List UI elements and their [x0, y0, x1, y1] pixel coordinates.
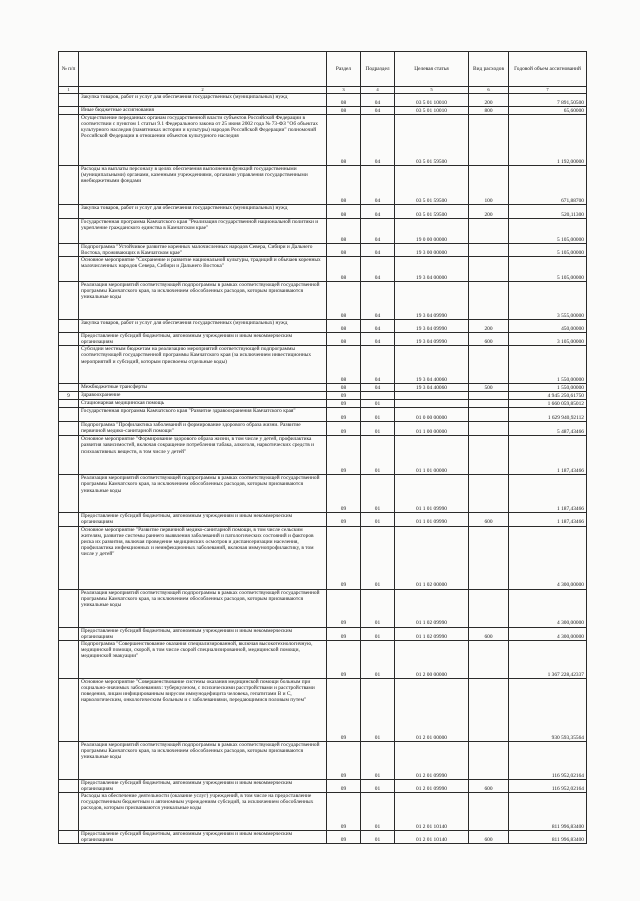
row-obem: 1 187,43466	[509, 436, 587, 475]
row-number	[59, 94, 79, 107]
row-vid: 100	[469, 166, 509, 205]
row-razdel: 09	[327, 400, 361, 408]
row-name: Субсидии местным бюджетам на реализацию мероприятий соответствующей подпрограммы соответствующей государственной программы Камчатского края (за исключением инвестиционных мероприятий и субсидий, которым присвоены отдельные коды)	[79, 346, 327, 384]
row-razdel: 08	[327, 282, 361, 320]
table-row	[59, 115, 587, 166]
row-name: Реализация мероприятий соответствующей подпрограммы в рамках соответствующей государственной программы Камчатского края, за исключением обособленных расходов, которым присваиваются уникальные коды	[79, 589, 327, 627]
row-obem: 4 300,00000	[509, 627, 587, 640]
row-name: Расходы на обеспечение деятельности (оказание услуг) учреждений, в том числе на предоставление государственным бюджетным и автономным учреждениям субсидий, за исключением обособленных расходов, которым присваиваются уникальные коды	[79, 792, 327, 830]
row-obem: 1 550,00000	[509, 384, 587, 392]
header-razdel: Раздел	[327, 52, 361, 87]
table-row	[59, 282, 587, 320]
row-name: Стационарная медицинская помощь	[79, 400, 327, 408]
row-number	[59, 115, 79, 166]
row-razdel: 09	[327, 640, 361, 678]
row-name: Закупка товаров, работ и услуг для обеспечения государственных (муниципальных) нужд	[79, 205, 327, 219]
row-razdel: 09	[327, 589, 361, 627]
row-razdel: 09	[327, 741, 361, 779]
row-obem: 1 550,00000	[509, 346, 587, 384]
table-row	[59, 392, 587, 400]
row-name: Государственная программа Камчатского края "Реализация государственной национальной политики и укрепление гражданского единства в Камчатском крае"	[79, 219, 327, 244]
row-name: Расходы на выплаты персоналу в целях обеспечения выполнения функций государственными (муниципальными) органами, казенными учреждениями, органами управления государственными внебюджетными фондами	[79, 166, 327, 205]
table-row	[59, 422, 587, 436]
row-obem: 65,60000	[509, 107, 587, 115]
row-tselevaya: 19 3 04 40060	[395, 384, 469, 392]
row-obem: 1 660 059,85012	[509, 400, 587, 408]
row-vid	[469, 640, 509, 678]
row-tselevaya: 01 2 01 10140	[395, 792, 469, 830]
row-tselevaya: 01 1 01 09990	[395, 475, 469, 513]
column-index: 3	[327, 87, 361, 94]
row-tselevaya: 01 1 00 00000	[395, 422, 469, 436]
row-name: Закупка товаров, работ и услуг для обеспечения государственных (муниципальных) нужд	[79, 94, 327, 107]
row-podrazdel: 01	[361, 408, 395, 422]
row-podrazdel: 04	[361, 320, 395, 333]
row-podrazdel: 01	[361, 436, 395, 475]
row-razdel: 09	[327, 526, 361, 589]
table-row	[59, 205, 587, 219]
row-tselevaya: 03 5 01 59500	[395, 205, 469, 219]
row-vid	[469, 346, 509, 384]
header-vid: Вид расходов	[469, 52, 509, 87]
row-obem: 450,00000	[509, 320, 587, 333]
row-podrazdel: 01	[361, 792, 395, 830]
table-row	[59, 475, 587, 513]
row-name: Предоставление субсидий бюджетным, автономным учреждениям и иным некоммерческим организациям	[79, 513, 327, 526]
header-row	[59, 52, 587, 87]
row-obem: 5 105,00000	[509, 257, 587, 282]
row-vid: 600	[469, 627, 509, 640]
row-name: Иные бюджетные ассигнования	[79, 107, 327, 115]
row-tselevaya: 01 1 01 09990	[395, 513, 469, 526]
row-obem: 5 105,00000	[509, 244, 587, 257]
row-name: Основное мероприятие "Совершенствование системы оказания медицинской помощи больным при социально-значимых заболеваниях: туберкулезом, с психическими расстройствами и расстройствами поведения, лицам инфицированным вирусом иммунодефицита человека, гепатитами В и С, наркологическим, онкологическим больным и с заболеваниями, передающимися половым путем"	[79, 678, 327, 741]
row-name: Предоставление субсидий бюджетным, автономным учреждениям и иным некоммерческим организациям	[79, 333, 327, 346]
row-number	[59, 422, 79, 436]
row-razdel: 08	[327, 166, 361, 205]
row-obem: 4 300,00000	[509, 526, 587, 589]
row-tselevaya: 01 1 02 09990	[395, 589, 469, 627]
row-obem: 811 996,83400	[509, 792, 587, 830]
row-vid	[469, 257, 509, 282]
row-name: Закупка товаров, работ и услуг для обеспечения государственных (муниципальных) нужд	[79, 320, 327, 333]
row-razdel: 09	[327, 513, 361, 526]
row-razdel: 09	[327, 779, 361, 792]
row-vid: 600	[469, 830, 509, 843]
row-podrazdel: 04	[361, 219, 395, 244]
row-tselevaya	[395, 392, 469, 400]
row-obem: 1 187,43466	[509, 513, 587, 526]
row-tselevaya: 03 5 01 10010	[395, 107, 469, 115]
row-number	[59, 627, 79, 640]
row-number	[59, 678, 79, 741]
row-number	[59, 282, 79, 320]
row-obem: 5 487,43466	[509, 422, 587, 436]
row-obem: 3 555,00000	[509, 282, 587, 320]
row-name: Осуществление переданных органам государственной власти субъектов Российской Федерации в соответствии с пунктом 1 статьи 9.1 Федерального закона от 25 июня 2002 года № 73-ФЗ "Об объектах культурного наследия (памятниках истории и культуры) народов Российской Федерации" полномочий Российской Федерации в отношении объектов культурного наследия	[79, 115, 327, 166]
row-number	[59, 475, 79, 513]
row-razdel: 09	[327, 408, 361, 422]
row-obem: 1 192,00000	[509, 115, 587, 166]
row-podrazdel: 01	[361, 422, 395, 436]
row-tselevaya: 01 1 02 00000	[395, 526, 469, 589]
row-podrazdel: 04	[361, 244, 395, 257]
row-vid	[469, 219, 509, 244]
row-name: Реализация мероприятий соответствующей подпрограммы в рамках соответствующей государственной программы Камчатского края, за исключением обособленных расходов, которым присваиваются уникальные коды	[79, 741, 327, 779]
row-tselevaya: 01 2 00 00000	[395, 640, 469, 678]
column-index: 2	[79, 87, 327, 94]
row-number	[59, 792, 79, 830]
row-name: Основное мероприятие "Развитие первичной медико-санитарной помощи, в том числе сельским жителям, развитие системы раннего выявления заболеваний и патологических состояний и факторов риска их развития, включая проведение медицинских осмотров и диспансеризации населения, профилактика инфекционных и неинфекционных заболеваний, включая иммунопрофилактику, в том числе у детей"	[79, 526, 327, 589]
row-obem: 1 367 228,42337	[509, 640, 587, 678]
row-tselevaya: 19 3 00 00000	[395, 244, 469, 257]
table-row	[59, 94, 587, 107]
row-vid: 600	[469, 779, 509, 792]
row-vid: 200	[469, 94, 509, 107]
row-podrazdel	[361, 392, 395, 400]
row-tselevaya: 01 2 01 00000	[395, 678, 469, 741]
column-index-row	[59, 87, 587, 94]
row-number	[59, 346, 79, 384]
row-razdel: 09	[327, 475, 361, 513]
row-name: Предоставление субсидий бюджетным, автономным учреждениям и иным некоммерческим организациям	[79, 830, 327, 843]
row-vid	[469, 400, 509, 408]
header-name	[79, 52, 327, 87]
row-tselevaya: 19 3 04 00000	[395, 257, 469, 282]
row-number	[59, 107, 79, 115]
row-number	[59, 436, 79, 475]
row-razdel: 09	[327, 830, 361, 843]
row-podrazdel: 01	[361, 741, 395, 779]
table-row	[59, 400, 587, 408]
table-row	[59, 346, 587, 384]
row-number	[59, 384, 79, 392]
row-obem: 116 952,02164	[509, 779, 587, 792]
row-vid: 600	[469, 513, 509, 526]
table-row	[59, 219, 587, 244]
row-vid	[469, 392, 509, 400]
table-row	[59, 627, 587, 640]
table-row	[59, 741, 587, 779]
row-vid	[469, 741, 509, 779]
row-obem: 671,88700	[509, 166, 587, 205]
row-vid	[469, 436, 509, 475]
row-name: Предоставление субсидий бюджетным, автономным учреждениям и иным некоммерческим организациям	[79, 779, 327, 792]
row-name: Здравоохранение	[79, 392, 327, 400]
row-number	[59, 408, 79, 422]
row-podrazdel: 04	[361, 107, 395, 115]
row-name: Реализация мероприятий соответствующей подпрограммы в рамках соответствующей государственной программы Камчатского края, за исключением обособленных расходов, которым присваиваются уникальные коды	[79, 475, 327, 513]
row-number	[59, 779, 79, 792]
table-row	[59, 513, 587, 526]
row-razdel: 08	[327, 94, 361, 107]
row-tselevaya: 03 5 01 10010	[395, 94, 469, 107]
row-razdel: 08	[327, 320, 361, 333]
row-name: Подпрограмма "Совершенствование оказания специализированной, включая высокотехнологичную, медицинской помощи, скорой, в том числе скорой специализированной, медицинской помощи, медицинской эвакуации"	[79, 640, 327, 678]
row-vid: 600	[469, 333, 509, 346]
row-number	[59, 219, 79, 244]
header-num: № п/п	[59, 52, 79, 87]
row-podrazdel: 04	[361, 282, 395, 320]
column-index: 1	[59, 87, 79, 94]
row-podrazdel: 04	[361, 333, 395, 346]
row-podrazdel: 01	[361, 589, 395, 627]
row-podrazdel: 01	[361, 400, 395, 408]
row-podrazdel: 01	[361, 830, 395, 843]
row-number	[59, 526, 79, 589]
row-vid	[469, 589, 509, 627]
row-razdel: 08	[327, 384, 361, 392]
column-index: 5	[395, 87, 469, 94]
row-tselevaya: 01 1 01 00000	[395, 436, 469, 475]
row-tselevaya: 01 2 01 10140	[395, 830, 469, 843]
table-row	[59, 640, 587, 678]
column-index: 7	[509, 87, 587, 94]
header-obem: Годовой объем ассигнований	[509, 52, 587, 87]
row-vid: 500	[469, 384, 509, 392]
row-tselevaya: 01 1 02 09990	[395, 627, 469, 640]
row-tselevaya: 03 5 01 59500	[395, 115, 469, 166]
row-podrazdel: 04	[361, 205, 395, 219]
row-razdel: 09	[327, 792, 361, 830]
row-vid	[469, 422, 509, 436]
row-podrazdel: 01	[361, 779, 395, 792]
row-podrazdel: 04	[361, 346, 395, 384]
row-podrazdel: 04	[361, 94, 395, 107]
table-row	[59, 408, 587, 422]
row-number	[59, 333, 79, 346]
row-obem: 3 105,00000	[509, 333, 587, 346]
row-name: Подпрограмма "Профилактика заболеваний и формирование здорового образа жизни. Развитие первичной медико-санитарной помощи"	[79, 422, 327, 436]
row-podrazdel: 04	[361, 384, 395, 392]
row-vid	[469, 475, 509, 513]
row-vid	[469, 282, 509, 320]
row-name: Реализация мероприятий соответствующей подпрограммы в рамках соответствующей государственной программы Камчатского края, за исключением обособленных расходов, которым присваиваются уникальные коды	[79, 282, 327, 320]
row-tselevaya: 19 3 04 40060	[395, 346, 469, 384]
row-vid	[469, 244, 509, 257]
row-number: 9	[59, 392, 79, 400]
column-index: 6	[469, 87, 509, 94]
table-row	[59, 320, 587, 333]
row-obem: 7 891,50500	[509, 94, 587, 107]
table-row	[59, 384, 587, 392]
row-vid: 800	[469, 107, 509, 115]
row-tselevaya: 19 3 04 09990	[395, 320, 469, 333]
row-vid: 200	[469, 320, 509, 333]
row-podrazdel: 04	[361, 166, 395, 205]
row-podrazdel: 04	[361, 257, 395, 282]
table-row	[59, 589, 587, 627]
row-name: Основное мероприятие "Сохранение и развитие национальной культуры, традиций и обычаев коренных малочисленных народов Севера, Сибири и Дальнего Востока"	[79, 257, 327, 282]
row-tselevaya: 01 2 01 09990	[395, 741, 469, 779]
table-row	[59, 436, 587, 475]
row-razdel: 09	[327, 436, 361, 475]
row-name: Государственная программа Камчатского края "Развитие здравоохранения Камчатского края"	[79, 408, 327, 422]
table-row	[59, 526, 587, 589]
row-razdel: 08	[327, 205, 361, 219]
row-razdel: 09	[327, 392, 361, 400]
row-obem: 5 105,00000	[509, 219, 587, 244]
row-name: Межбюджетные трансферты	[79, 384, 327, 392]
row-tselevaya: 03 5 01 59500	[395, 166, 469, 205]
row-name: Основное мероприятие "Формирование здорового образа жизни, в том числе у детей, профилактика развития зависимостей, включая сокращение потребления табака, алкоголя, наркотических средств и психоактивных веществ, в том числе у детей"	[79, 436, 327, 475]
row-number	[59, 244, 79, 257]
row-podrazdel: 01	[361, 513, 395, 526]
row-vid: 200	[469, 205, 509, 219]
row-vid	[469, 526, 509, 589]
row-tselevaya: 19 3 04 09990	[395, 333, 469, 346]
row-vid	[469, 678, 509, 741]
row-obem: 1 187,43466	[509, 475, 587, 513]
row-obem: 4 300,00000	[509, 589, 587, 627]
row-razdel: 09	[327, 627, 361, 640]
row-number	[59, 205, 79, 219]
table-row	[59, 779, 587, 792]
row-obem: 1 629 940,92112	[509, 408, 587, 422]
row-obem: 811 996,83400	[509, 830, 587, 843]
row-tselevaya: 01 2 01 09990	[395, 779, 469, 792]
row-podrazdel: 01	[361, 475, 395, 513]
row-vid	[469, 408, 509, 422]
row-name: Предоставление субсидий бюджетным, автономным учреждениям и иным некоммерческим организациям	[79, 627, 327, 640]
row-obem: 4 945 250,61750	[509, 392, 587, 400]
row-number	[59, 589, 79, 627]
row-number	[59, 257, 79, 282]
table-row	[59, 792, 587, 830]
row-razdel: 08	[327, 346, 361, 384]
row-razdel: 08	[327, 107, 361, 115]
row-tselevaya	[395, 400, 469, 408]
row-number	[59, 166, 79, 205]
header-podrazdel: Подраздел	[361, 52, 395, 87]
row-razdel: 08	[327, 219, 361, 244]
column-index: 4	[361, 87, 395, 94]
table-row	[59, 166, 587, 205]
row-obem: 520,11300	[509, 205, 587, 219]
budget-allocation-table	[58, 51, 587, 844]
row-tselevaya: 19 3 04 09990	[395, 282, 469, 320]
row-number	[59, 741, 79, 779]
row-number	[59, 513, 79, 526]
header-tselevaya: Целевая статья	[395, 52, 469, 87]
row-razdel: 08	[327, 257, 361, 282]
row-podrazdel: 01	[361, 640, 395, 678]
row-number	[59, 640, 79, 678]
row-razdel: 09	[327, 422, 361, 436]
table-row	[59, 107, 587, 115]
table-row	[59, 244, 587, 257]
row-vid	[469, 115, 509, 166]
row-podrazdel: 01	[361, 627, 395, 640]
row-podrazdel: 04	[361, 115, 395, 166]
row-razdel: 08	[327, 115, 361, 166]
table-row	[59, 257, 587, 282]
table-row	[59, 830, 587, 843]
row-tselevaya: 19 0 00 00000	[395, 219, 469, 244]
row-podrazdel: 01	[361, 678, 395, 741]
row-tselevaya: 01 0 00 00000	[395, 408, 469, 422]
row-obem: 116 952,02164	[509, 741, 587, 779]
table-row	[59, 678, 587, 741]
row-razdel: 09	[327, 678, 361, 741]
row-podrazdel: 01	[361, 526, 395, 589]
row-razdel: 08	[327, 244, 361, 257]
row-vid	[469, 792, 509, 830]
row-number	[59, 320, 79, 333]
row-obem: 930 593,35564	[509, 678, 587, 741]
table-body	[59, 94, 587, 844]
row-number	[59, 830, 79, 843]
row-name: Подпрограмма "Устойчивое развитие коренных малочисленных народов Севера, Сибири и Дальнего Востока, проживающих в Камчатском крае"	[79, 244, 327, 257]
row-razdel: 08	[327, 333, 361, 346]
row-number	[59, 400, 79, 408]
table-row	[59, 333, 587, 346]
